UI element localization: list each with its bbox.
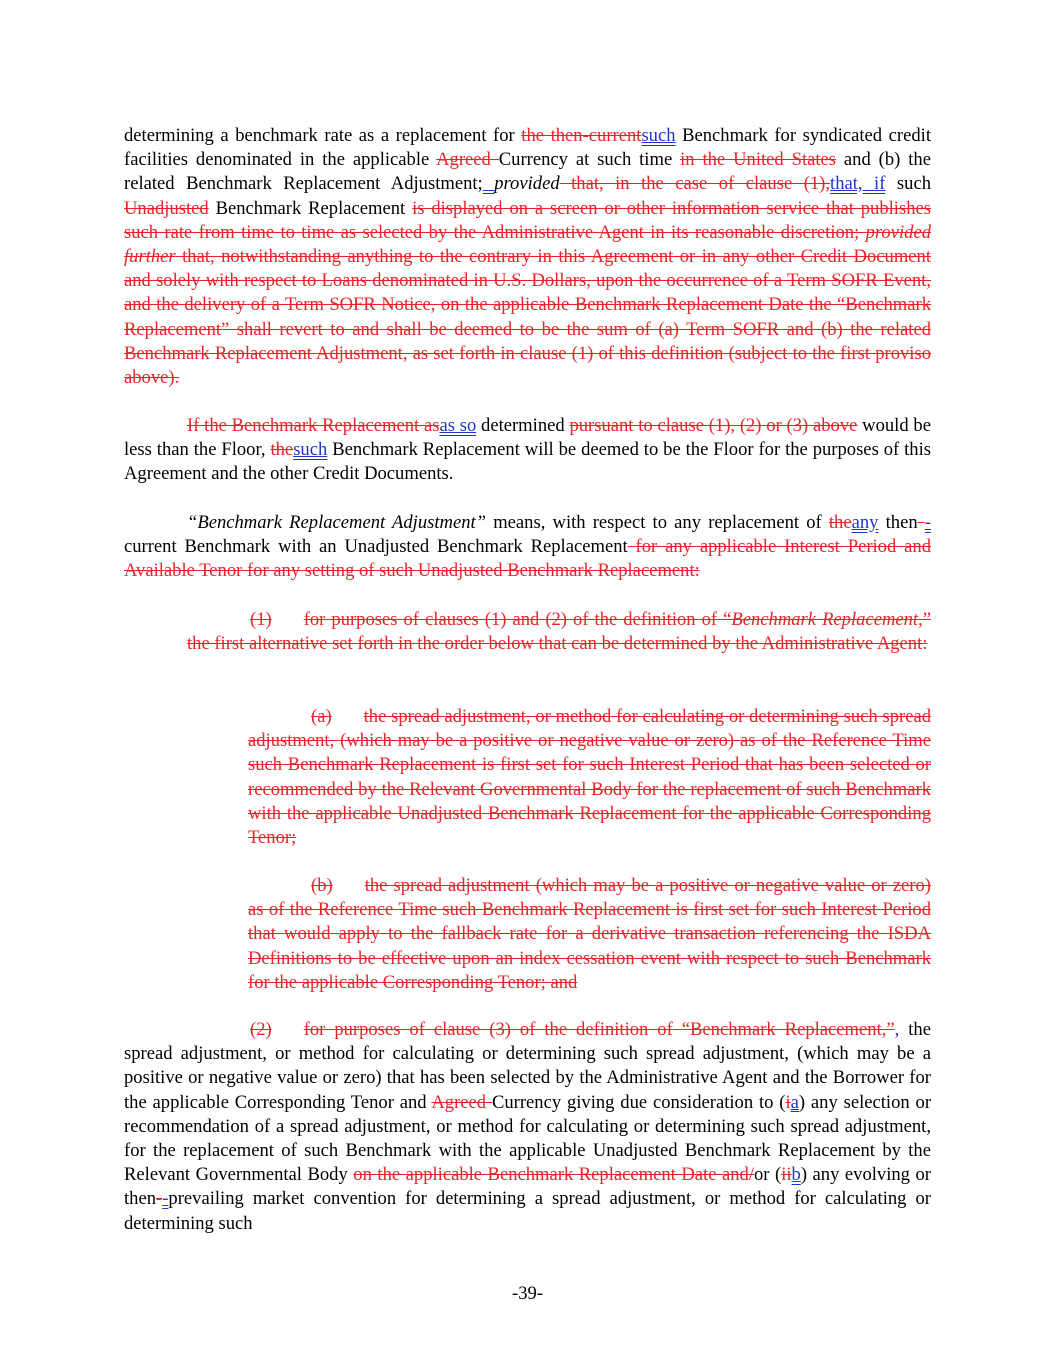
- defined-term: “Benchmark Replacement Adjustment”: [187, 512, 487, 533]
- deleted-text: the: [828, 512, 852, 533]
- deleted-text: that, in the case of clause (1),: [559, 173, 831, 195]
- deleted-text: pursuant to clause (1), (2) or (3) above: [569, 415, 858, 436]
- inserted-text: b: [791, 1164, 801, 1186]
- deleted-text: for purposes of clauses (1) and (2) of the definition of “: [303, 609, 732, 630]
- deleted-text: ii: [781, 1164, 792, 1186]
- clause-2: (2) for purposes of clause (3) of the definition of “Benchmark Replacement,”, the spread adjustment, or method for calculating or determining such spread adjustment, (which may be a positive or negative value or zero) that has been selected by the Administrative Agent and the Borrower for the applicable Corresponding Tenor and Agreed Currency giving due consideration to (ia) any selection or recommendation of a spread adjustment, or method for calculating or determining such spread adjustment, for the replacement of such Benchmark with the applicable Unadjusted Benchmark Replacement by the Relevant Governmental Body on the applicable Benchmark Replacement Date and/or (iib) any evolving or then--prevailing market convention for determining a spread adjustment, or method for calculating or determining such: [124, 1019, 932, 1234]
- deleted-text: provided further: [124, 221, 931, 268]
- deleted-text: that, notwithstanding anything to the contrary in this Agreement or in any other Credit Document and solely with respect to Loans denominated in U.S. Dollars, upon the occurrence of a Term SOFR Event, and the delivery of a Term SOFR Notice, on the applicable Benchmark Replacement Date the “Benchmark Replacement” shall revert to and shall be deemed to be the sum of (a) Term SOFR and (b) the related Benchmark Replacement Adjustment, as set forth in clause (1) of this definition (subject to the first proviso above).: [124, 246, 931, 389]
- deleted-text: ,” the first alternative set forth in the order below that can be determined by the Administrative Agent:: [187, 609, 931, 655]
- clause-number: (a): [311, 706, 332, 727]
- deleted-text: i: [785, 1091, 791, 1113]
- deleted-text: -: [156, 1188, 163, 1210]
- deleted-text: the spread adjustment, or method for calculating or determining such spread adjustment, (which may be a positive or negative value or zero) as of the Reference Time such Benchmark Replacement is first set for such Interest Period that has been selected or recommended by the Relevant Governmental Body for the replacement of such Benchmark with the applicable Unadjusted Benchmark Replacement for the applicable Corresponding Tenor;: [248, 706, 931, 849]
- inserted-text: [483, 173, 495, 194]
- clause-number: (1): [250, 609, 272, 630]
- deleted-text: for any applicable Interest Period and Available Tenor for any setting of such Unadjusted Benchmark Replacement:: [124, 536, 931, 582]
- deleted-text: Benchmark Replacement: [731, 609, 919, 630]
- paragraph-floor: If the Benchmark Replacement asas so determined pursuant to clause (1), (2) or (3) above would be less than the Floor, thesuch Benchmark Replacement will be deemed to be the Floor for the purposes of this Agreement and the other Credit Documents.: [124, 415, 931, 485]
- inserted-text: ,: [894, 1019, 900, 1040]
- inserted-text: such: [293, 439, 328, 461]
- deleted-text: If the Benchmark Replacement as: [187, 415, 440, 436]
- deleted-text: the spread adjustment (which may be a positive or negative value or zero) as of the Reference Time such Benchmark Replacement is first set for such Interest Period that would apply to the fallback rate for a derivative transaction referencing the ISDA Definitions to be effective upon an index cessation event with respect to such Benchmark for the applicable Corresponding Tenor; and: [248, 875, 931, 993]
- inserted-text: that, if: [830, 173, 886, 195]
- deleted-text: the: [270, 439, 294, 461]
- clause-number: (2): [250, 1019, 272, 1040]
- clause-number: (b): [311, 875, 333, 896]
- deleted-text: is displayed on a screen or other information service that publishes such rate from time to time as selected by the Administrative Agent in its reasonable discretion;: [124, 197, 931, 243]
- inserted-text: any: [851, 512, 879, 533]
- deleted-text: for purposes of clause (3) of the definition of “Benchmark Replacement,”: [303, 1019, 895, 1040]
- deleted-text: the then-current: [521, 125, 642, 146]
- inserted-text: -: [924, 512, 931, 533]
- clause-1: [187, 608, 931, 656]
- deleted-text: [918, 512, 925, 533]
- page-number: -39-: [512, 1283, 543, 1304]
- deleted-text: Agreed: [431, 1091, 492, 1113]
- clause-b: [248, 874, 931, 995]
- inserted-text: -: [162, 1188, 169, 1210]
- inserted-text: such: [641, 125, 676, 146]
- inserted-text: a: [790, 1091, 799, 1113]
- deleted-text: on the applicable Benchmark Replacement Date and/: [353, 1164, 754, 1186]
- paragraph-adjustment-definition: “Benchmark Replacement Adjustment” means, with respect to any replacement of theany then -current Benchmark with an Unadjusted Benchmark Replacement for any applicable Interest Period and Available Tenor for any setting of such Unadjusted Benchmark Replacement:: [124, 512, 931, 582]
- deleted-text: in the United States: [680, 149, 837, 171]
- inserted-text: as so: [439, 415, 477, 436]
- deleted-text: Agreed: [436, 149, 499, 171]
- clause-a: [248, 705, 931, 850]
- deleted-text: Unadjusted: [124, 197, 209, 219]
- paragraph-benchmark-replacement-end: determining a benchmark rate as a replacement for the then-currentsuch Benchmark for syndicated credit facilities denominated in the applicable Agreed Currency at such time in the United States and (b) the related Benchmark Replacement Adjustment; provided that, in the case of clause (1),that, if such Unadjusted Benchmark Replacement is displayed on a screen or other information service that publishes such rate from time to time as selected by the Administrative Agent in its reasonable discretion; provided further that, notwithstanding anything to the contrary in this Agreement or in any other Credit Document and solely with respect to Loans denominated in U.S. Dollars, upon the occurrence of a Term SOFR Event, and the delivery of a Term SOFR Notice, on the applicable Benchmark Replacement Date the “Benchmark Replacement” shall revert to and shall be deemed to be the sum of (a) Term SOFR and (b) the related Benchmark Replacement Adjustment, as set forth in clause (1) of this definition (subject to the first proviso above).: [124, 125, 931, 389]
